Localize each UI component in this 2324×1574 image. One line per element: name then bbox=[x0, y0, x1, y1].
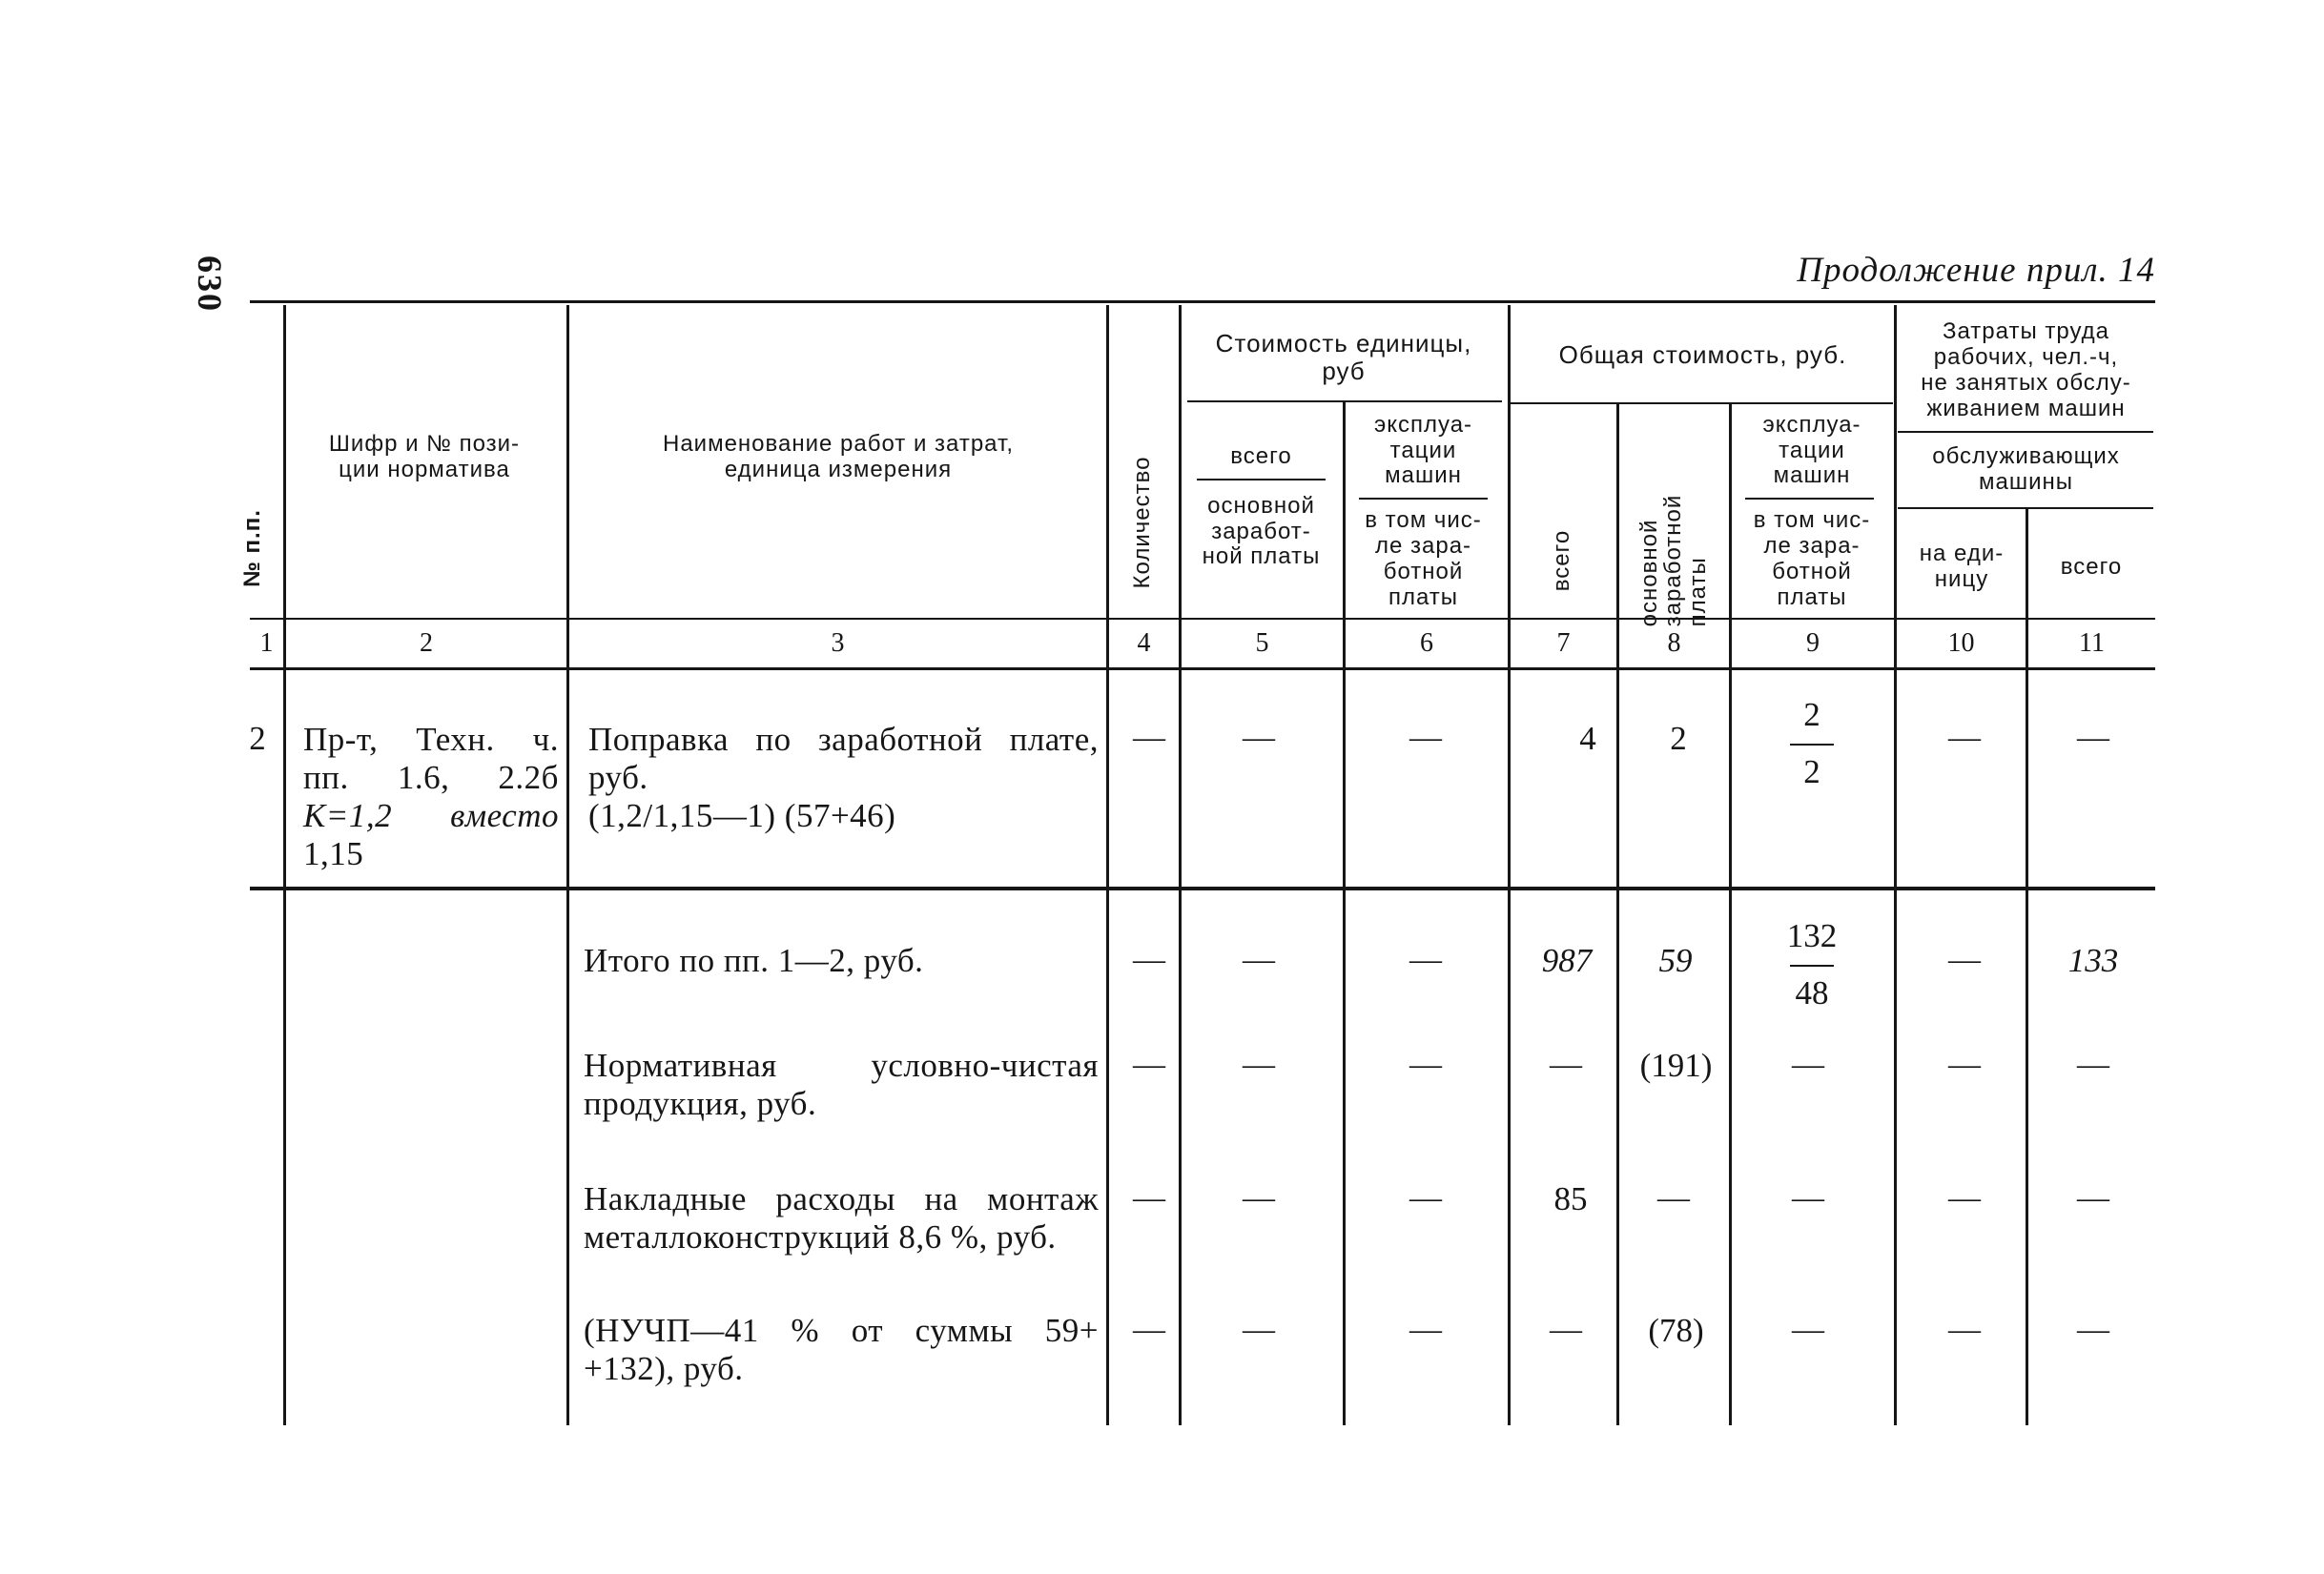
header-labor-sub: обслуживающих машины bbox=[1932, 443, 2120, 495]
header-total-machines-wages: в том чис- ле зара- ботной платы bbox=[1753, 507, 1871, 610]
header-unit-machines: эксплуа- тации машин bbox=[1373, 411, 1473, 489]
header-labor: Затраты труда рабочих, чел.-ч, не занятых обслу- живанием машин bbox=[1921, 318, 2131, 421]
cell-dash: — bbox=[1409, 720, 1442, 755]
col-sep bbox=[566, 305, 569, 1425]
overhead-line: металлоконструкций 8,6 %, руб. bbox=[584, 1217, 1057, 1256]
cell-dash: — bbox=[1133, 1312, 1165, 1347]
header-total-cost: Общая стоимость, руб. bbox=[1558, 339, 1847, 369]
nucp41-name bbox=[584, 1312, 1099, 1388]
col-number: 2 bbox=[420, 628, 433, 658]
cell-dash: — bbox=[1550, 1312, 1582, 1347]
row-name-line: (1,2/1,15—1) (57+46) bbox=[588, 796, 896, 834]
overhead-name bbox=[584, 1180, 1099, 1257]
col-sep bbox=[1106, 305, 1109, 1425]
cell-dash: — bbox=[1409, 1180, 1442, 1216]
total-c9-fraction bbox=[1764, 917, 1860, 1012]
colnum-bottom-rule bbox=[250, 667, 2155, 670]
rule bbox=[1359, 498, 1488, 500]
rule bbox=[1898, 431, 2153, 433]
col-number: 3 bbox=[831, 628, 845, 658]
col-number: 1 bbox=[259, 628, 274, 658]
cell-dash: — bbox=[1243, 1312, 1275, 1347]
col-sep bbox=[1343, 402, 1346, 1425]
cell-dash: — bbox=[1409, 1312, 1442, 1347]
col-number: 5 bbox=[1255, 628, 1269, 658]
cell-dash: — bbox=[1243, 720, 1275, 755]
cell-dash: — bbox=[2077, 1312, 2109, 1347]
row2-c9-fraction bbox=[1774, 696, 1850, 791]
fraction-bottom: 48 bbox=[1795, 974, 1829, 1012]
total-c7: 987 bbox=[1541, 942, 1593, 979]
cell-dash: — bbox=[1657, 1180, 1690, 1216]
cell-dash: — bbox=[1948, 1047, 1981, 1082]
fraction-bottom: 2 bbox=[1803, 753, 1820, 790]
nucp-line: продукция, руб. bbox=[584, 1084, 817, 1122]
row-code bbox=[303, 721, 559, 873]
row2-c7: 4 bbox=[1579, 720, 1596, 757]
cell-dash: — bbox=[1133, 720, 1165, 755]
cell-dash: — bbox=[1133, 942, 1165, 977]
overhead-c7: 85 bbox=[1553, 1180, 1588, 1217]
cell-dash: — bbox=[1792, 1312, 1824, 1347]
header-unit-cost: Стоимость единицы, руб bbox=[1215, 328, 1472, 385]
col-sep bbox=[1179, 305, 1182, 1425]
cell-dash: — bbox=[1243, 1180, 1275, 1216]
cell-dash: — bbox=[1243, 942, 1275, 977]
cell-dash: — bbox=[1243, 1047, 1275, 1082]
row-code-line: Пр-т, Техн. ч. bbox=[303, 721, 559, 758]
fraction-bar bbox=[1790, 965, 1834, 967]
col-sep bbox=[1616, 404, 1619, 1425]
cell-dash: — bbox=[1133, 1047, 1165, 1082]
row-bottom-rule bbox=[250, 887, 2155, 890]
col-number: 10 bbox=[1947, 628, 1975, 658]
cell-dash: — bbox=[2077, 1180, 2109, 1216]
page-number: 630 bbox=[191, 256, 229, 313]
col-number: 9 bbox=[1806, 628, 1820, 658]
row-number: 2 bbox=[249, 720, 266, 757]
nucp-c8: (191) bbox=[1639, 1047, 1713, 1084]
cell-dash: — bbox=[2077, 1047, 2109, 1082]
cell-dash: — bbox=[1948, 1312, 1981, 1347]
cell-dash: — bbox=[1133, 1180, 1165, 1216]
header-unit-wages: основной заработ- ной платы bbox=[1202, 492, 1321, 570]
total-c8: 59 bbox=[1658, 942, 1693, 979]
header-total-wages: основной заработной платы bbox=[1636, 494, 1711, 627]
fraction-bar bbox=[1790, 744, 1834, 746]
header-total-machines: эксплуа- тации машин bbox=[1762, 411, 1861, 489]
header-total-all: всего bbox=[1548, 529, 1574, 592]
total-c11: 133 bbox=[2067, 942, 2119, 979]
header-labor-unit: на еди- ницу bbox=[1919, 541, 2005, 592]
cell-dash: — bbox=[1409, 1047, 1442, 1082]
overhead-line: Накладные расходы на монтаж bbox=[584, 1180, 1099, 1217]
header-unit-total: всего bbox=[1230, 442, 1292, 469]
cell-dash: — bbox=[1948, 1180, 1981, 1216]
rule bbox=[1509, 402, 1893, 404]
cell-dash: — bbox=[1550, 1047, 1582, 1082]
header-num: № п.п. bbox=[238, 509, 265, 587]
col-number: 4 bbox=[1137, 628, 1151, 658]
header-labor-all: всего bbox=[2060, 553, 2123, 580]
fraction-top: 2 bbox=[1803, 696, 1820, 733]
col-number: 7 bbox=[1556, 628, 1571, 658]
cell-dash: — bbox=[1409, 942, 1442, 977]
col-number: 8 bbox=[1667, 628, 1681, 658]
rule bbox=[1197, 479, 1326, 480]
rule bbox=[1745, 498, 1874, 500]
row2-c8: 2 bbox=[1670, 720, 1687, 757]
col-number: 6 bbox=[1420, 628, 1433, 658]
row-code-line: 1,15 bbox=[303, 834, 364, 872]
cell-dash: — bbox=[1792, 1047, 1824, 1082]
nucp41-line: (НУЧП—41 % от суммы 59+ bbox=[584, 1312, 1099, 1349]
cell-dash: — bbox=[1948, 942, 1981, 977]
nucp-name bbox=[584, 1047, 1099, 1123]
total-name: Итого по пп. 1—2, руб. bbox=[584, 942, 924, 979]
row-name-line: руб. bbox=[588, 758, 648, 796]
nucp41-line: +132), руб. bbox=[584, 1349, 744, 1387]
nucp-line: Нормативная условно-чистая bbox=[584, 1047, 1099, 1084]
header-name: Наименование работ и затрат, единица измерения bbox=[662, 431, 1015, 482]
col-sep bbox=[1508, 305, 1511, 1425]
cell-dash: — bbox=[2077, 720, 2109, 755]
col-sep bbox=[1729, 404, 1732, 1425]
continuation-title: Продолжение прил. 14 bbox=[1797, 251, 2155, 290]
cell-dash: — bbox=[1948, 720, 1981, 755]
header-quantity: Количество bbox=[1128, 456, 1155, 589]
col-sep bbox=[283, 305, 286, 1425]
header-code: Шифр и № пози- ции норматива bbox=[328, 431, 521, 482]
cell-dash: — bbox=[1792, 1180, 1824, 1216]
row-code-line: пп. 1.6, 2.2б bbox=[303, 758, 559, 796]
header-bottom-rule bbox=[250, 618, 2155, 620]
row-name-line: Поправка по заработной плате, bbox=[588, 721, 1099, 758]
fraction-top: 132 bbox=[1786, 917, 1838, 954]
row-name bbox=[588, 721, 1099, 835]
nucp41-c8: (78) bbox=[1648, 1312, 1704, 1349]
col-sep bbox=[1894, 305, 1897, 1425]
table-top-rule bbox=[250, 300, 2155, 303]
col-number: 11 bbox=[2079, 628, 2105, 658]
header-unit-machines-wages: в том чис- ле зара- ботной платы bbox=[1365, 507, 1482, 610]
row-code-line: К=1,2 вместо bbox=[303, 796, 559, 834]
